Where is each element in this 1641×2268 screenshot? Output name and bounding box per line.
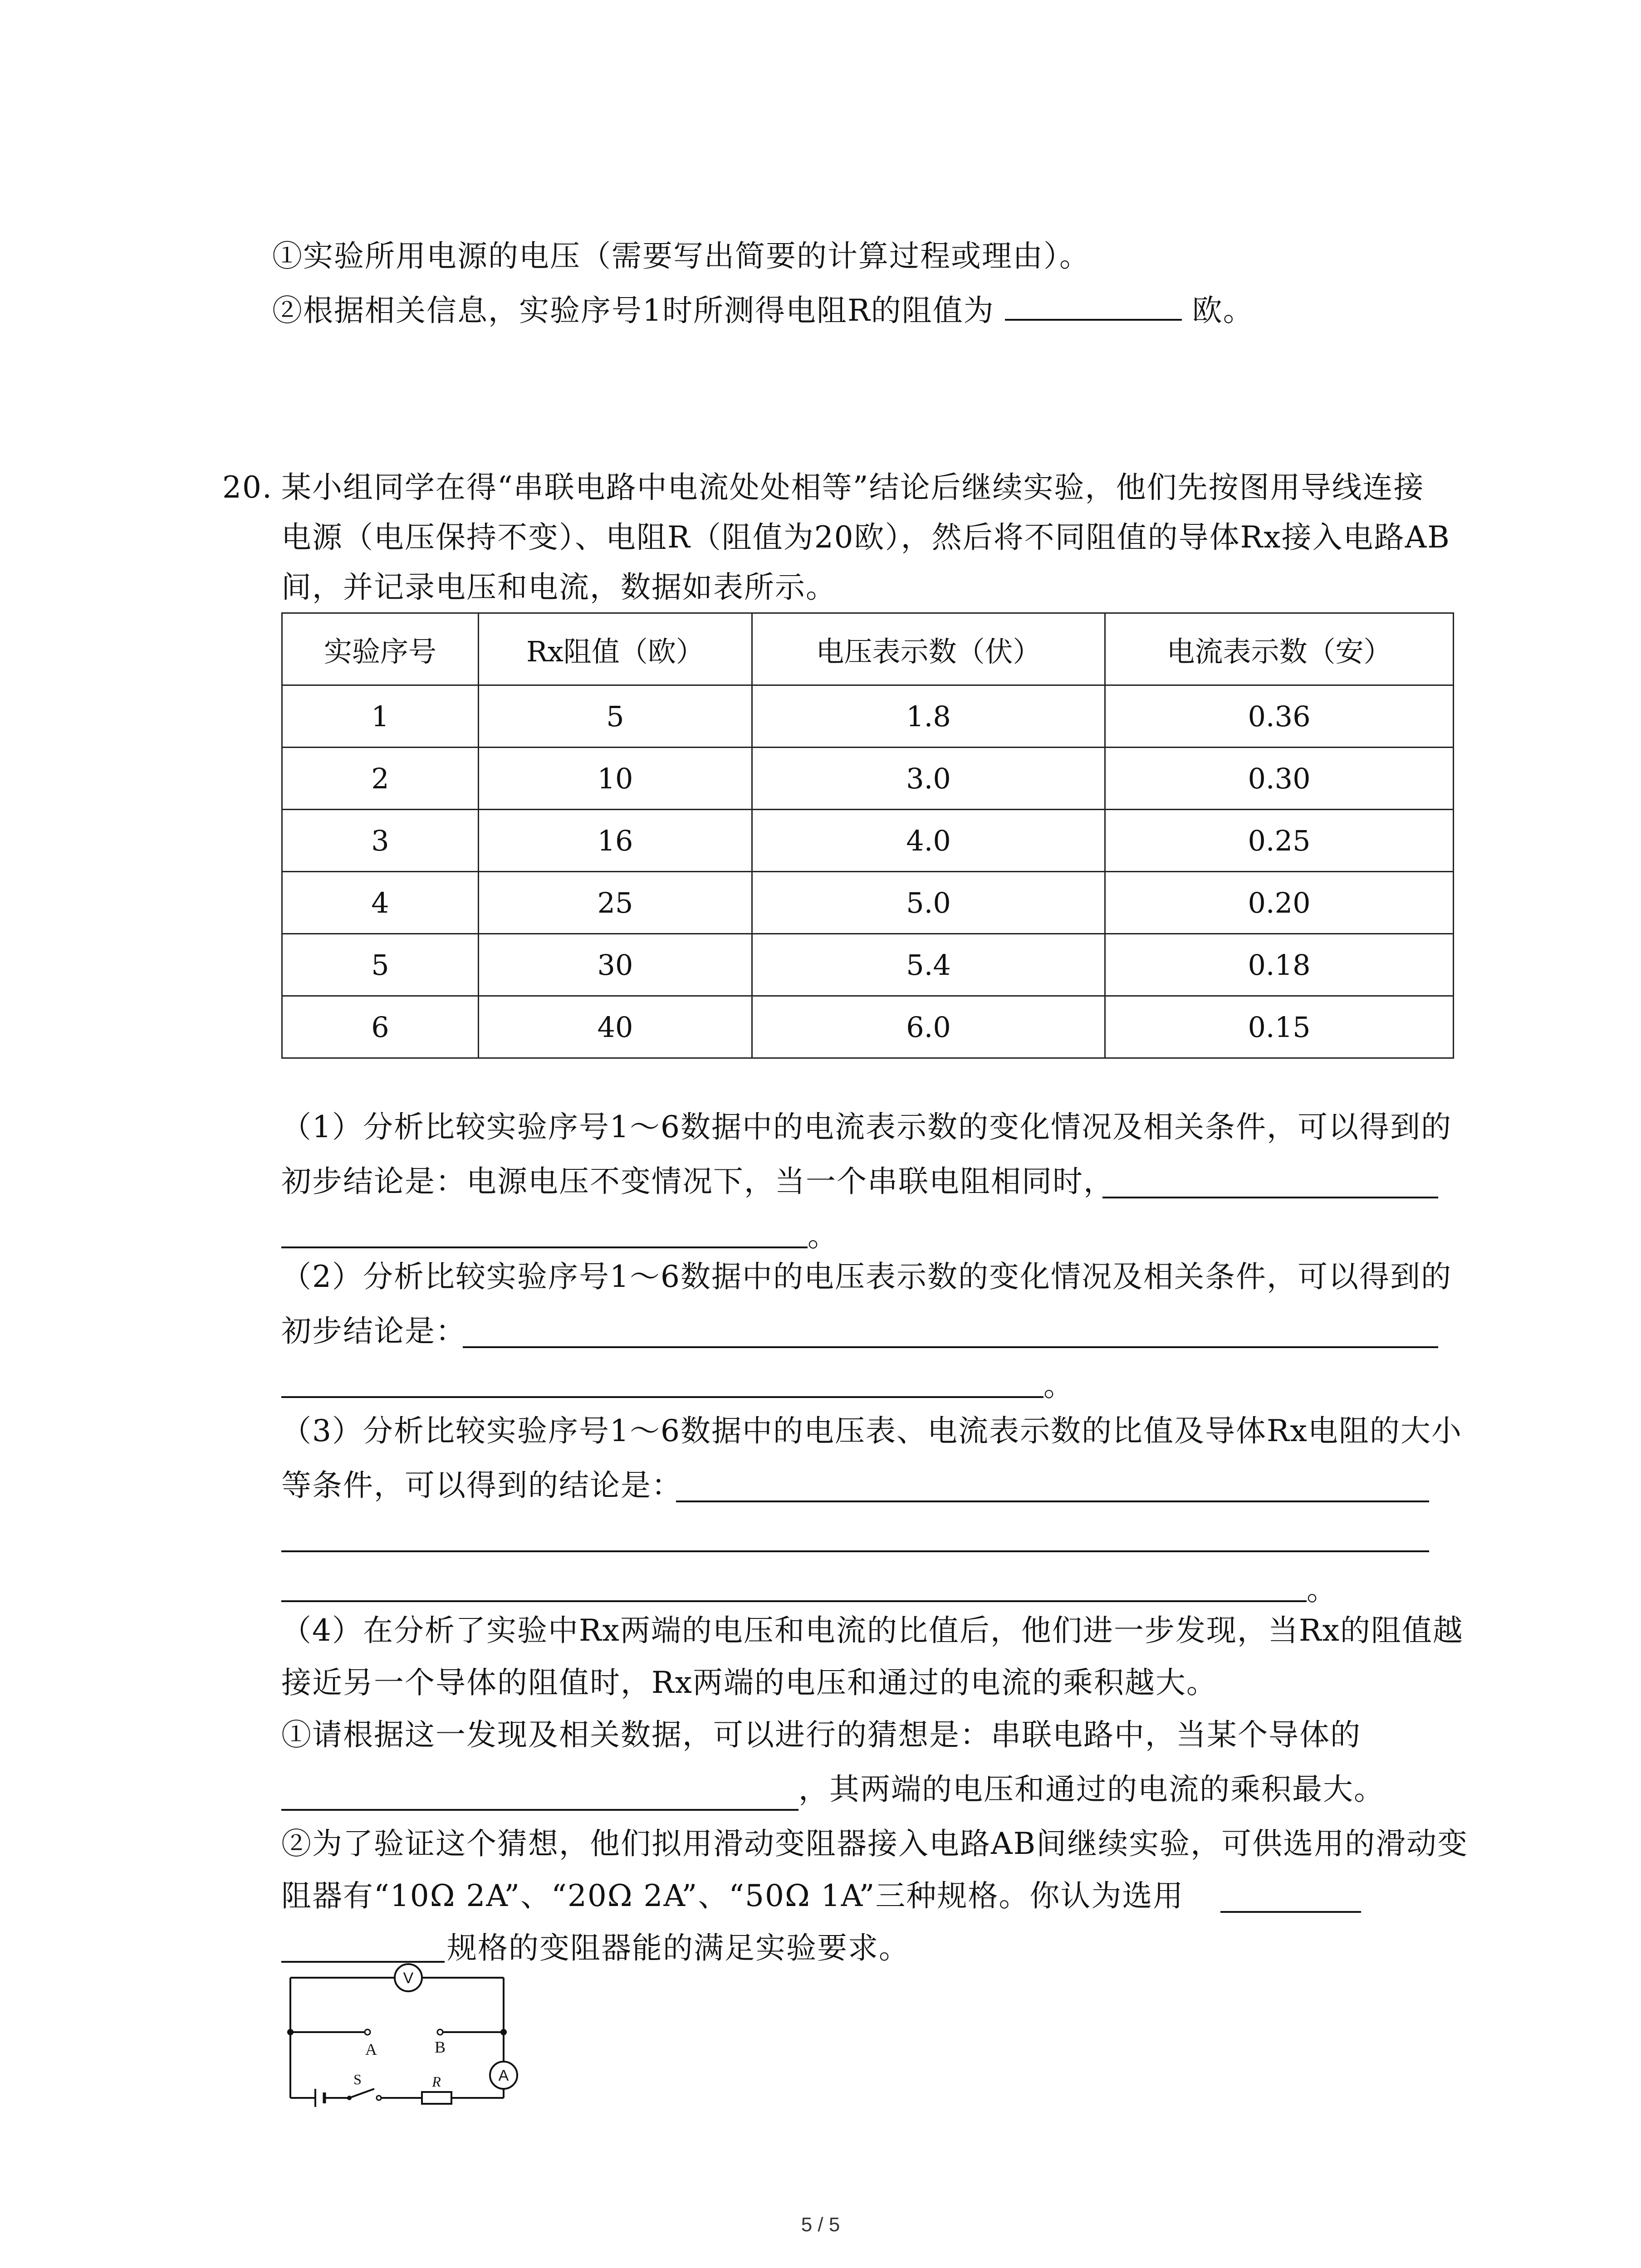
part-1-end: 。 — [808, 1218, 838, 1253]
part-3-line-1: （3）分析比较实验序号1～6数据中的电压表、电流表示数的比值及导体Rx电阻的大小 — [281, 1413, 1462, 1448]
data-table — [281, 612, 1454, 1059]
answer-blank-part-1a[interactable] — [1102, 1197, 1438, 1198]
question-line-2-text: ②根据相关信息，实验序号1时所测得电阻R的阻值为 — [272, 293, 994, 328]
cell-current: 0.20 — [1105, 872, 1454, 934]
part-3-end: 。 — [1307, 1572, 1337, 1607]
part-4a-line-2: ，其两端的电压和通过的电流的乘积最大。 — [798, 1772, 1385, 1807]
table-row — [282, 810, 1454, 872]
answer-blank-part-2b[interactable] — [281, 1396, 1043, 1398]
cell-trial: 4 — [282, 872, 479, 934]
terminal-a — [365, 2029, 370, 2035]
part-4b-line-3: 规格的变阻器能的满足实验要求。 — [447, 1931, 910, 1965]
answer-blank-part-3c[interactable] — [281, 1600, 1307, 1602]
table-header-row — [282, 613, 1454, 685]
resistor-icon — [422, 2092, 451, 2104]
label-resistor: R — [432, 2073, 441, 2090]
cell-rx: 5 — [479, 685, 752, 748]
battery-icon — [315, 2089, 324, 2107]
label-switch: S — [353, 2071, 362, 2087]
switch-pivot — [347, 2096, 352, 2100]
node-left — [287, 2029, 294, 2035]
answer-blank-part-3a[interactable] — [676, 1501, 1429, 1502]
cell-current: 0.18 — [1105, 934, 1454, 996]
cell-current: 0.36 — [1105, 685, 1454, 748]
cell-rx: 40 — [479, 996, 752, 1058]
switch-contact — [377, 2096, 381, 2100]
question-line-1: ①实验所用电源的电压（需要写出简要的计算过程或理由）。 — [272, 239, 1090, 274]
cell-trial: 2 — [282, 748, 479, 810]
table-row — [282, 872, 1454, 934]
q20-intro-line-1: 某小组同学在得“串联电路中电流处处相等”结论后继续实验，他们先按图用导线连接 — [281, 470, 1425, 505]
header-trial-number: 实验序号 — [282, 613, 479, 685]
label-point-b: B — [434, 2038, 446, 2056]
answer-blank-part-4b-a[interactable] — [1220, 1911, 1361, 1913]
cell-voltage: 5.0 — [752, 872, 1105, 934]
cell-voltage: 1.8 — [752, 685, 1105, 748]
cell-rx: 16 — [479, 810, 752, 872]
cell-trial: 1 — [282, 685, 479, 748]
answer-blank-part-1b[interactable] — [281, 1246, 808, 1248]
cell-rx: 25 — [479, 872, 752, 934]
voltmeter-label: V — [403, 1970, 414, 1987]
table-row — [282, 685, 1454, 748]
circuit-diagram — [281, 1960, 554, 2109]
part-4-line-1: （4）在分析了实验中Rx两端的电压和电流的比值后，他们进一步发现，当Rx的阻值越 — [281, 1613, 1464, 1648]
cell-voltage: 6.0 — [752, 996, 1105, 1058]
part-2-end: 。 — [1043, 1368, 1074, 1403]
table-row — [282, 996, 1454, 1058]
q20-intro-line-2: 电源（电压保持不变）、电阻R（阻值为20欧），然后将不同阻值的导体Rx接入电路AB — [281, 520, 1450, 555]
cell-voltage: 5.4 — [752, 934, 1105, 996]
header-rx-resistance: Rx阻值（欧） — [479, 613, 752, 685]
question-number: 20. — [222, 470, 273, 505]
part-3-line-2: 等条件，可以得到的结论是： — [281, 1468, 682, 1503]
cell-trial: 6 — [282, 996, 479, 1058]
page-number: 5 / 5 — [801, 2214, 840, 2236]
header-voltage: 电压表示数（伏） — [752, 613, 1105, 685]
answer-blank-part-2a[interactable] — [463, 1346, 1438, 1348]
answer-blank-resistance[interactable] — [1005, 292, 1182, 321]
answer-blank-part-4a[interactable] — [281, 1809, 798, 1811]
part-2-line-1: （2）分析比较实验序号1～6数据中的电压表示数的变化情况及相关条件，可以得到的 — [281, 1259, 1452, 1294]
node-right — [500, 2029, 507, 2035]
part-4-line-2: 接近另一个导体的阻值时，Rx两端的电压和通过的电流的乘积越大。 — [281, 1665, 1217, 1700]
cell-current: 0.25 — [1105, 810, 1454, 872]
part-4b-line-2: 阻器有“10Ω 2A”、“20Ω 2A”、“50Ω 1A”三种规格。你认为选用 — [281, 1878, 1184, 1913]
cell-trial: 3 — [282, 810, 479, 872]
cell-trial: 5 — [282, 934, 479, 996]
table-row — [282, 748, 1454, 810]
terminal-b — [437, 2029, 443, 2035]
answer-blank-part-3b[interactable] — [281, 1550, 1429, 1552]
cell-voltage: 4.0 — [752, 810, 1105, 872]
part-4a-line-1: ①请根据这一发现及相关数据，可以进行的猜想是：串联电路中，当某个导体的 — [281, 1717, 1361, 1752]
part-1-line-1: （1）分析比较实验序号1～6数据中的电流表示数的变化情况及相关条件，可以得到的 — [281, 1110, 1452, 1144]
part-4b-line-1: ②为了验证这个猜想，他们拟用滑动变阻器接入电路AB间继续实验，可供选用的滑动变 — [281, 1826, 1469, 1861]
label-point-a: A — [365, 2040, 377, 2058]
part-2-line-2: 初步结论是： — [281, 1314, 466, 1349]
cell-current: 0.15 — [1105, 996, 1454, 1058]
question-line-2 — [272, 290, 1254, 331]
header-current: 电流表示数（安） — [1105, 613, 1454, 685]
ammeter-label: A — [498, 2067, 509, 2084]
question-line-2-unit: 欧。 — [1192, 293, 1254, 328]
part-1-line-2: 初步结论是：电源电压不变情况下，当一个串联电阻相同时， — [281, 1164, 1114, 1199]
cell-current: 0.30 — [1105, 748, 1454, 810]
table-row — [282, 934, 1454, 996]
cell-rx: 10 — [479, 748, 752, 810]
cell-rx: 30 — [479, 934, 752, 996]
cell-voltage: 3.0 — [752, 748, 1105, 810]
q20-intro-line-3: 间，并记录电压和电流，数据如表所示。 — [281, 570, 837, 605]
